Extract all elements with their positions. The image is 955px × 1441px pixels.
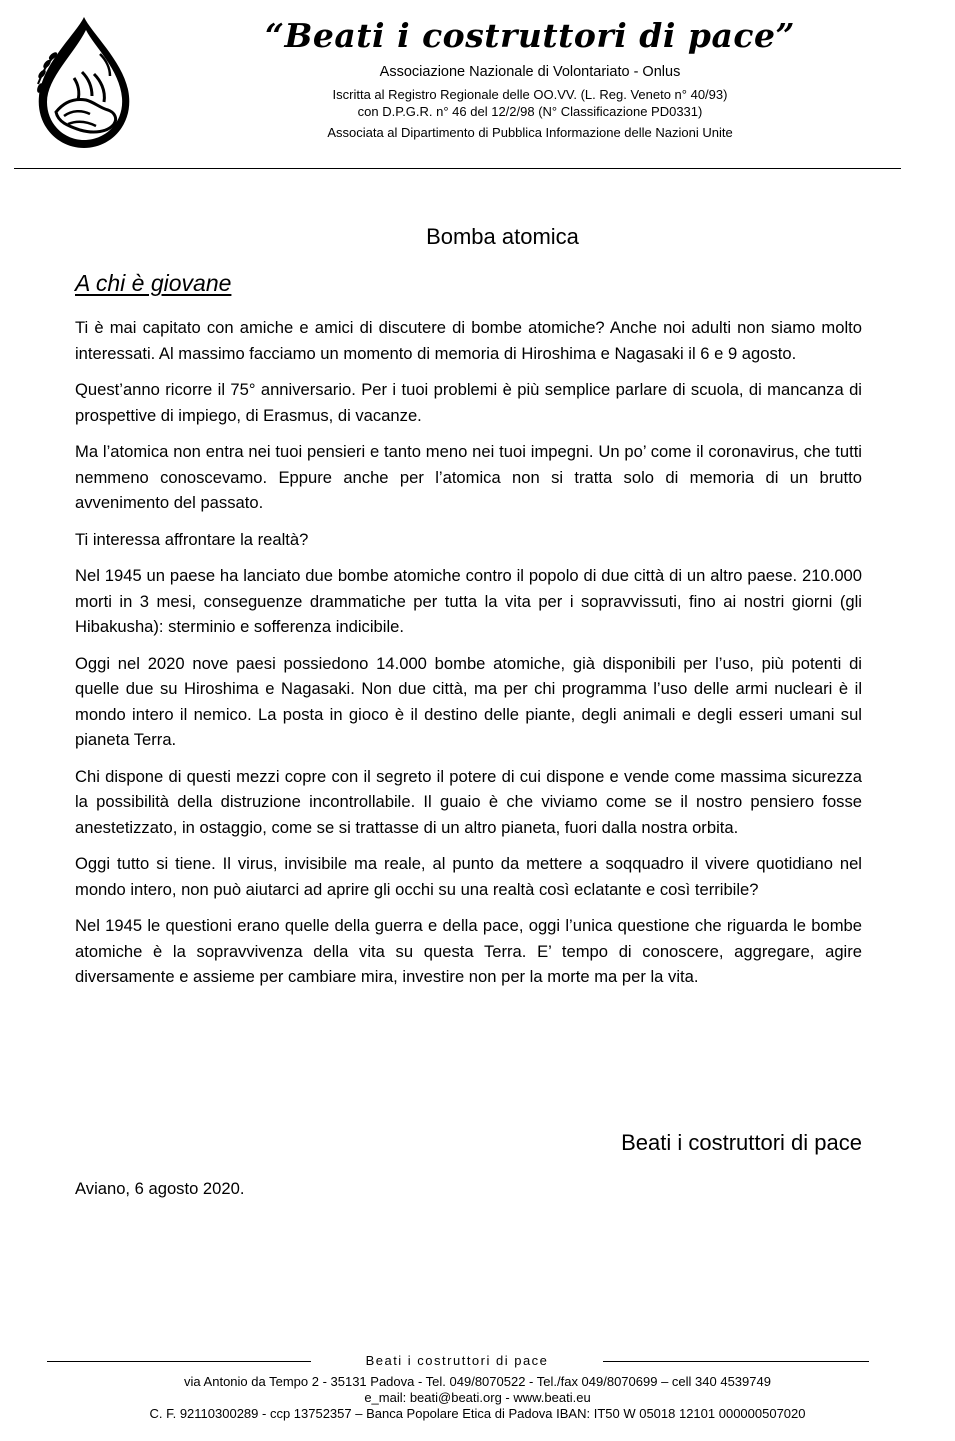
footer-address: via Antonio da Tempo 2 - 35131 Padova - Tel. 049/8070522 - Tel./fax 049/8070699 – cell 340 4539749 [184, 1374, 771, 1389]
body-paragraph: Chi dispone di questi mezzi copre con il segreto il potere di cui dispone e vende come massima sicurezza la possibilità della distruzione incontrollabile. Il guaio è che viviamo come se il nostro pensiero fosse anestetizzato, in ostaggio, come se si trattasse di un altro pianeta, fuori dalla nostra orbita. [75, 766, 862, 837]
document-body [75, 315, 862, 1001]
body-paragraph: Ma l’atomica non entra nei tuoi pensieri e tanto meno nei tuoi impegni. Un po’ come il coronavirus, che tutti nemmeno conoscevamo. Eppure anche per l’atomica non si tratta solo di memoria di un brutto avvenimento del passato. [75, 442, 862, 512]
header-motto: “Beati i costruttori di pace” [265, 16, 795, 55]
body-paragraph: Ti è mai capitato con amiche e amici di discutere di bombe atomiche? Anche noi adulti non siamo molto interessati. Al massimo facciamo un momento di memoria di Hiroshima e Nagasaki il 6 e 9 agosto. [75, 318, 862, 363]
header-divider [14, 168, 901, 169]
registry-line-1: Iscritta al Registro Regionale delle OO.VV. (L. Reg. Veneto n° 40/93) [332, 87, 728, 102]
footer-org-name: Beati i costruttori di pace [365, 1353, 549, 1368]
un-affiliation-line: Associata al Dipartimento di Pubblica Informazione delle Nazioni Unite [327, 125, 733, 140]
hands-dove-logo-icon [34, 14, 134, 152]
body-paragraph: Ti interessa affrontare la realtà? [75, 529, 309, 549]
date-line: Aviano, 6 agosto 2020. [75, 1179, 245, 1198]
signature: Beati i costruttori di pace [621, 1130, 862, 1155]
body-paragraph: Nel 1945 un paese ha lanciato due bombe atomiche contro il popolo di due città di un altro paese. 210.000 morti in 3 mesi, conseguenze drammatiche per tutta la vita per i sopravvissuti, fino ai nostri giorni (gli Hibakusha): sterminio e sofferenza indicibile. [75, 566, 862, 636]
document-subtitle: A chi è giovane [75, 270, 232, 296]
registry-line-2: con D.P.G.R. n° 46 del 12/2/98 (N° Classificazione PD0331) [357, 104, 703, 119]
association-name: Associazione Nazionale di Volontariato - Onlus [379, 64, 681, 80]
footer-divider-right [603, 1361, 869, 1362]
body-paragraph: Oggi tutto si tiene. Il virus, invisibile ma reale, al punto da mettere a soqquadro il vivere quotidiano nel mondo intero, non può aiutarci ad aprire gli occhi su una realtà così eclatante e così terribile? [75, 854, 862, 899]
footer-divider-left [47, 1361, 311, 1362]
body-paragraph: Nel 1945 le questioni erano quelle della guerra e della pace, oggi l’unica questione che riguarda le bombe atomiche è la sopravvivenza della vita su questa Terra. E’ tempo di conoscere, aggregare, agire diversamente e assieme per cambiare mira, investire non per la morte ma per la vita. [75, 916, 862, 986]
body-paragraph: Oggi nel 2020 nove paesi possiedono 14.000 bombe atomiche, già disponibili per l’uso, più potenti di quelle due su Hiroshima e Nagasaki. Non due città, ma per chi programma l’uso delle armi nucleari è il mondo intero il nemico. La posta in gioco è il destino delle piante, degli animali e degli esseri umani sul pianeta Terra. [75, 653, 862, 749]
document-title: Bomba atomica [426, 224, 579, 249]
footer-bank-details: C. F. 92110300289 - ccp 13752357 – Banca Popolare Etica di Padova IBAN: IT50 W 05018 12101 000000507020 [149, 1406, 806, 1421]
body-paragraph: Quest’anno ricorre il 75° anniversario. Per i tuoi problemi è più semplice parlare di scuola, di mancanza di prospettive di impiego, di Erasmus, di vacanze. [75, 380, 862, 425]
footer-contact: e_mail: beati@beati.org - www.beati.eu [364, 1390, 591, 1405]
